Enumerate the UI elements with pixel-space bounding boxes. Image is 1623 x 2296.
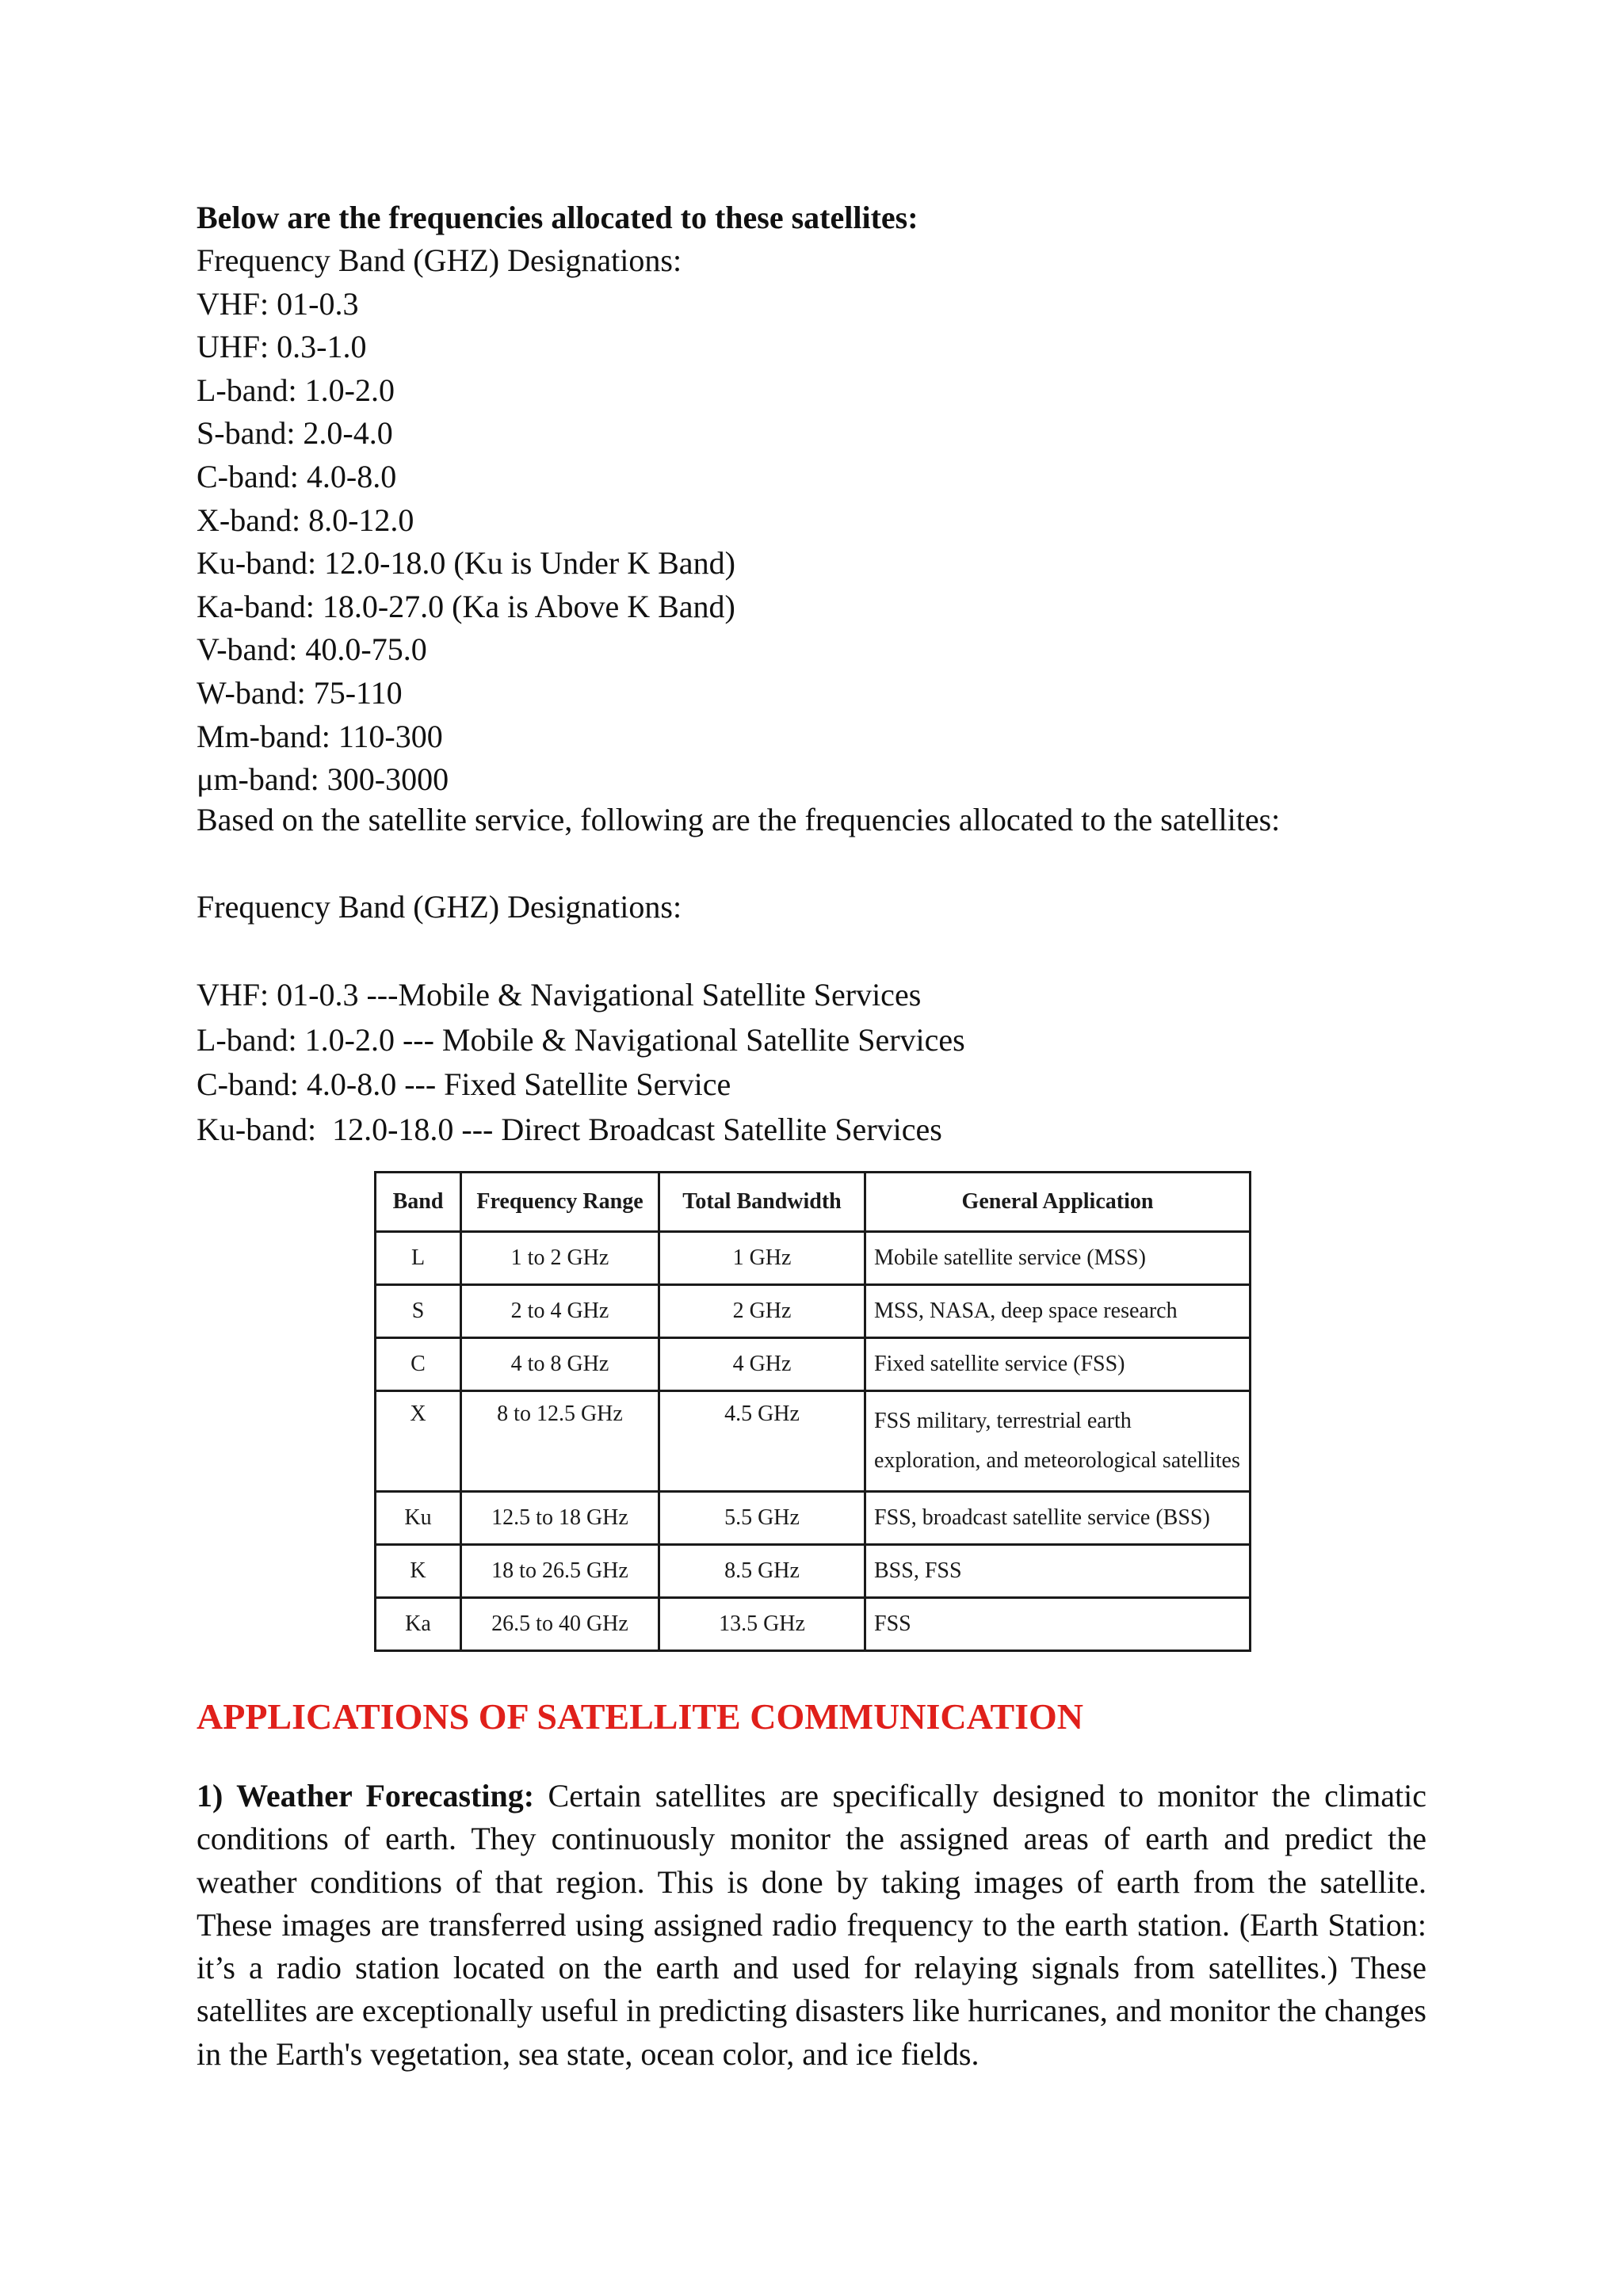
list-item: C-band: 4.0-8.0 [197, 458, 397, 494]
frequency-table-image [374, 1171, 1249, 1652]
cell-general-application: Mobile satellite service (MSS) [865, 1232, 1251, 1285]
cell-total-bandwidth: 1 GHz [659, 1232, 865, 1285]
cell-band: L [376, 1232, 461, 1285]
section-heading: APPLICATIONS OF SATELLITE COMMUNICATION [197, 1696, 1084, 1737]
table-row [376, 1598, 1251, 1651]
list-item: L-band: 1.0-2.0 [197, 372, 395, 408]
cell-frequency-range: 8 to 12.5 GHz [461, 1391, 659, 1492]
list-item: V-band: 40.0-75.0 [197, 631, 427, 668]
weather-text: Certain satellites are specifically designed to monitor the climatic conditions of earth. They continuously monitor the assigned areas of earth and predict the weather conditions of that region. This is done by taking images of earth from the satellite. These images are transferred using assigned radio frequency to the earth station. (Earth Station: it’s a radio station located on the earth and used for relaying signals from satellites.) These satellites are exceptionally useful in predicting disasters like hurricanes, and monitor the changes in the Earth's vegetation, sea state, ocean color, and ice fields. [197, 1778, 1426, 2072]
cell-frequency-range: 12.5 to 18 GHz [461, 1492, 659, 1545]
cell-general-application: MSS, NASA, deep space research [865, 1285, 1251, 1338]
table-row [376, 1232, 1251, 1285]
cell-general-application: FSS military, terrestrial earth exploration, and meteorological satellites [865, 1391, 1251, 1492]
table-row [376, 1285, 1251, 1338]
frequency-table [374, 1171, 1251, 1652]
table-row [376, 1492, 1251, 1545]
list-item: Ku-band: 12.0-18.0 --- Direct Broadcast Satellite Services [197, 1111, 942, 1147]
based-on-paragraph: Based on the satellite service, following are the frequencies allocated to the satellites: [197, 802, 1281, 837]
list-item: Ka-band: 18.0-27.0 (Ka is Above K Band) [197, 588, 735, 624]
list-item: C-band: 4.0-8.0 --- Fixed Satellite Service [197, 1066, 731, 1102]
table-header-row [376, 1173, 1251, 1232]
table-row [376, 1545, 1251, 1598]
list-item: VHF: 01-0.3 [197, 285, 359, 322]
weather-label: 1) Weather Forecasting: [197, 1778, 535, 1814]
list-item: Ku-band: 12.0-18.0 (Ku is Under K Band) [197, 545, 735, 582]
cell-frequency-range: 18 to 26.5 GHz [461, 1545, 659, 1598]
cell-general-application: FSS [865, 1598, 1251, 1651]
cell-frequency-range: 2 to 4 GHz [461, 1285, 659, 1338]
cell-frequency-range: 26.5 to 40 GHz [461, 1598, 659, 1651]
band-designations-heading: Frequency Band (GHZ) Designations: [197, 889, 682, 925]
list-item: X-band: 8.0-12.0 [197, 502, 414, 538]
cell-frequency-range: 4 to 8 GHz [461, 1338, 659, 1391]
cell-frequency-range: 1 to 2 GHz [461, 1232, 659, 1285]
table-row [376, 1391, 1251, 1492]
header-band: Band [376, 1173, 461, 1232]
cell-band: X [376, 1391, 461, 1492]
list-item: Frequency Band (GHZ) Designations: [197, 242, 682, 278]
list-item: UHF: 0.3-1.0 [197, 329, 367, 365]
intro-bold-line: Below are the frequencies allocated to these satellites: [197, 200, 918, 235]
cell-total-bandwidth: 4.5 GHz [659, 1391, 865, 1492]
cell-general-application: BSS, FSS [865, 1545, 1251, 1598]
cell-general-application: FSS, broadcast satellite service (BSS) [865, 1492, 1251, 1545]
service-list [197, 973, 965, 1152]
cell-band: S [376, 1285, 461, 1338]
list-item: μm-band: 300-3000 [197, 761, 449, 798]
cell-total-bandwidth: 2 GHz [659, 1285, 865, 1338]
list-item: L-band: 1.0-2.0 --- Mobile & Navigational Satellite Services [197, 1021, 965, 1058]
cell-band: C [376, 1338, 461, 1391]
cell-total-bandwidth: 13.5 GHz [659, 1598, 865, 1651]
header-total-bandwidth: Total Bandwidth [659, 1173, 865, 1232]
header-general-application: General Application [865, 1173, 1251, 1232]
list-item: S-band: 2.0-4.0 [197, 415, 393, 452]
cell-band: Ka [376, 1598, 461, 1651]
cell-general-application: Fixed satellite service (FSS) [865, 1338, 1251, 1391]
cell-total-bandwidth: 5.5 GHz [659, 1492, 865, 1545]
header-frequency-range: Frequency Range [461, 1173, 659, 1232]
cell-band: K [376, 1545, 461, 1598]
list-item: VHF: 01-0.3 ---Mobile & Navigational Satellite Services [197, 977, 922, 1013]
table-row [376, 1338, 1251, 1391]
list-item: W-band: 75-110 [197, 674, 403, 711]
weather-forecasting-paragraph [197, 1775, 1426, 2076]
band-designation-list [197, 239, 735, 802]
cell-total-bandwidth: 8.5 GHz [659, 1545, 865, 1598]
list-item: Mm-band: 110-300 [197, 718, 443, 754]
cell-band: Ku [376, 1492, 461, 1545]
cell-total-bandwidth: 4 GHz [659, 1338, 865, 1391]
